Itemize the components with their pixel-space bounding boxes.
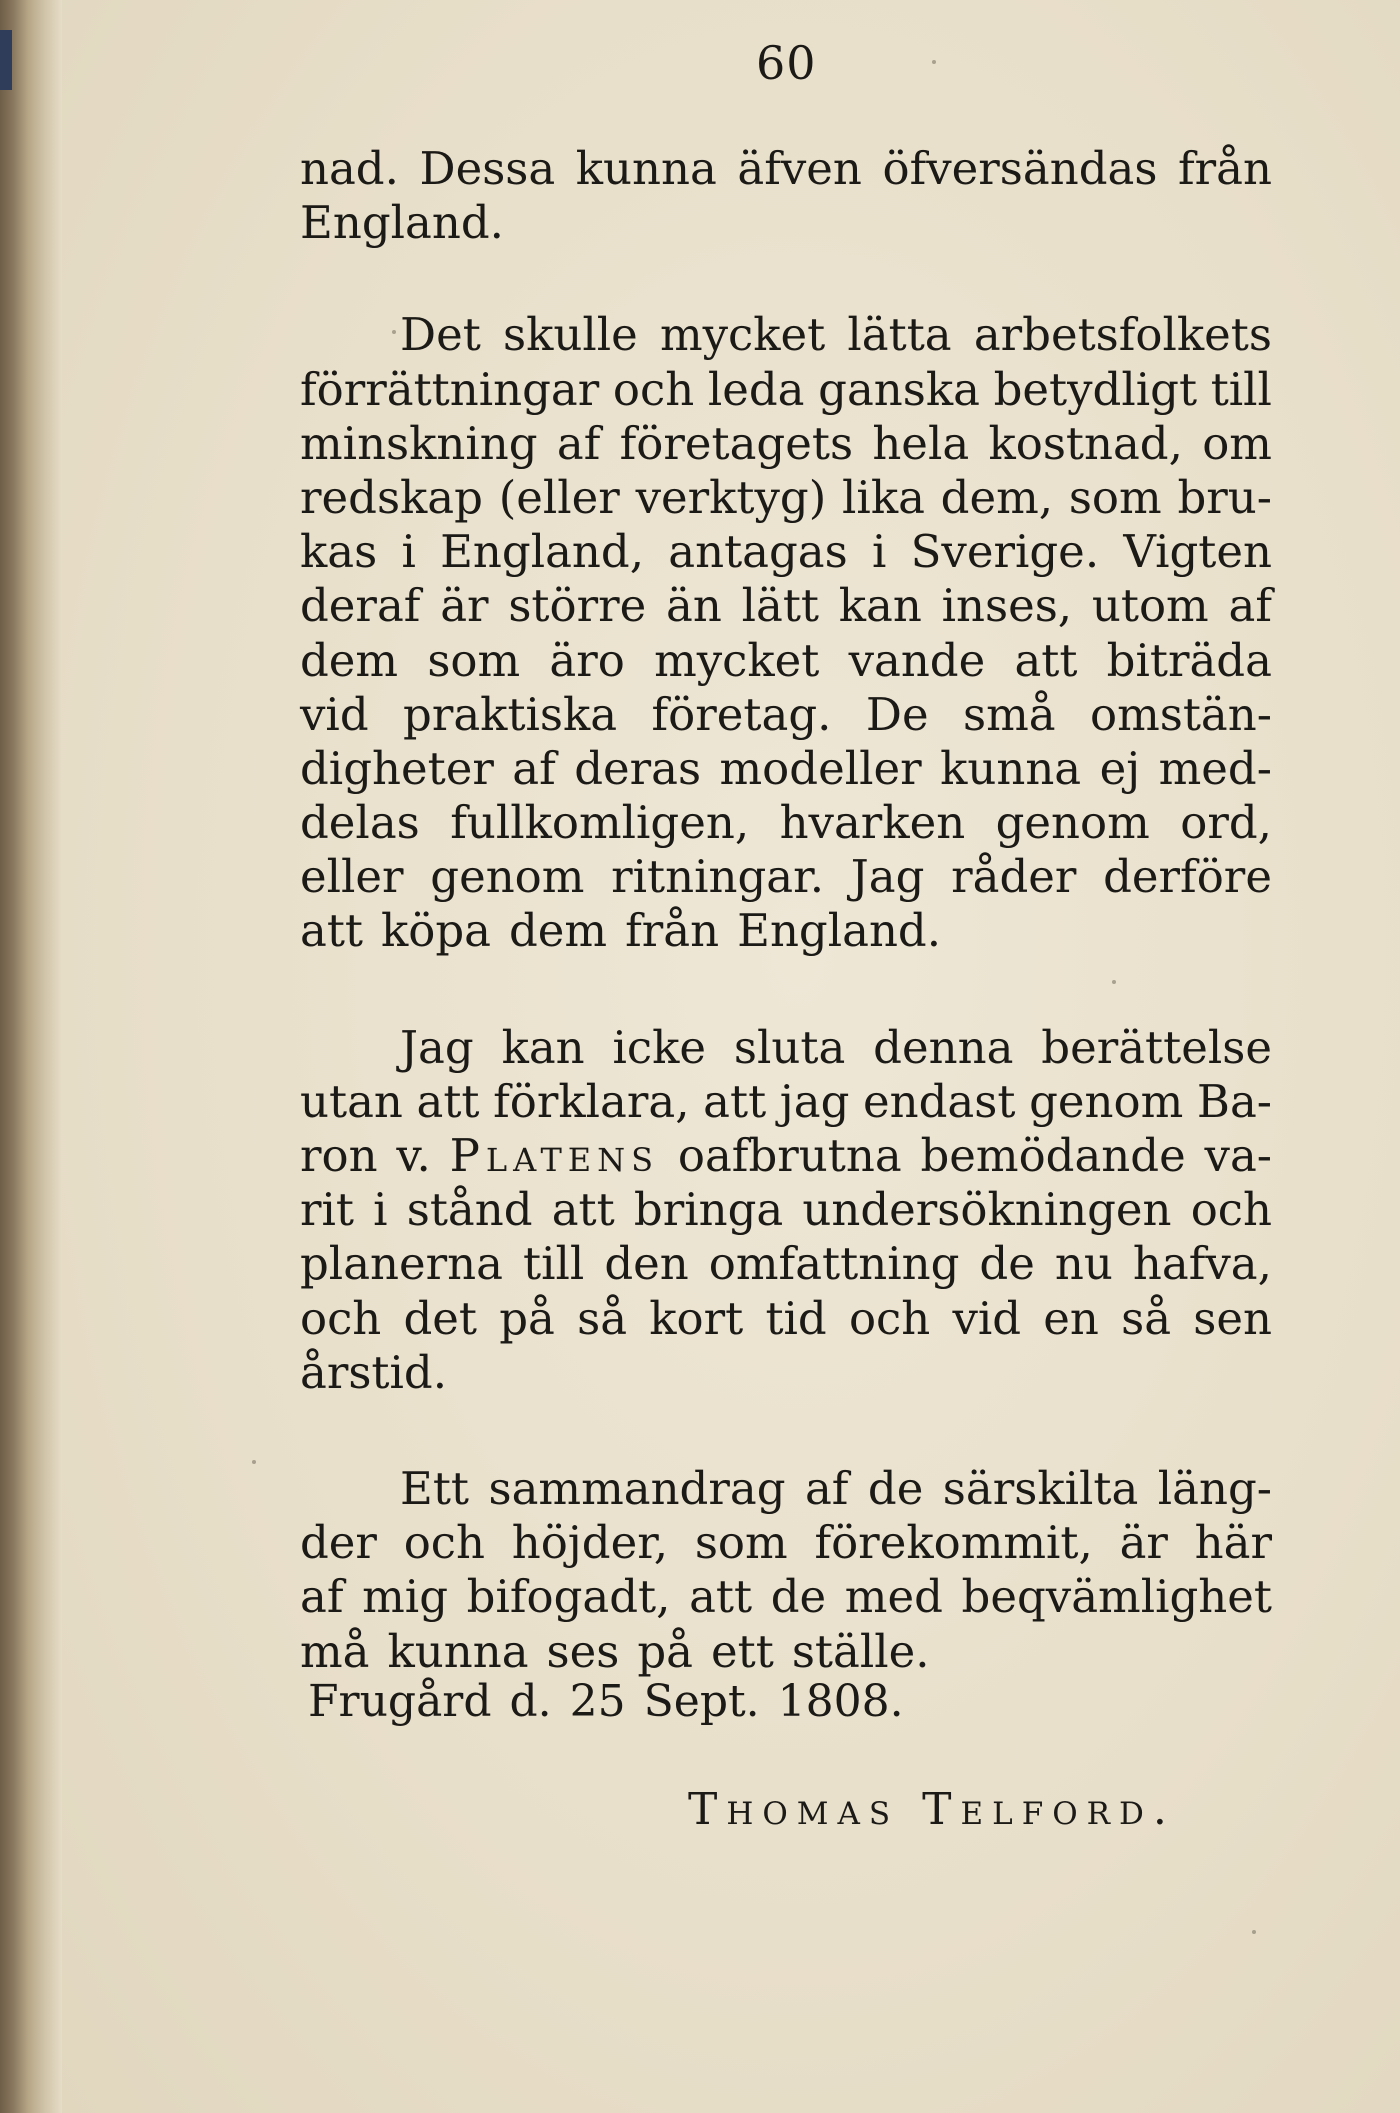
word: berättelse (1041, 1020, 1272, 1074)
text-line (300, 1075, 1272, 1129)
word: fullkomligen, (450, 796, 750, 850)
word: omfattning (708, 1237, 960, 1291)
word: undersökningen (802, 1183, 1172, 1237)
word: af (1228, 579, 1272, 633)
word: Ba- (1196, 1074, 1272, 1128)
word: större (508, 579, 647, 633)
word: köpa (381, 904, 491, 958)
word: kunna (387, 1624, 529, 1678)
word: från (625, 904, 720, 958)
word: sammandrag (488, 1461, 786, 1515)
word: dem, (940, 470, 1054, 524)
word: af (804, 1461, 849, 1515)
text-line (300, 1292, 1272, 1346)
word: deraf (300, 579, 421, 633)
text-line (300, 1129, 1272, 1183)
word: dem (509, 904, 608, 958)
word: praktiska (403, 687, 618, 741)
text-line (300, 796, 1272, 850)
word: Jag (400, 1020, 474, 1074)
word: och (1190, 1183, 1272, 1237)
word: kunna (575, 142, 717, 195)
paragraph (300, 1462, 1272, 1679)
word: som (694, 1516, 788, 1570)
word: minskning (300, 416, 538, 470)
word: lätt (741, 579, 819, 633)
word: delas (300, 796, 420, 850)
word: af (300, 1570, 344, 1624)
word: ord, (1180, 796, 1272, 850)
text-line (300, 142, 1272, 196)
word: ritningar. (611, 850, 825, 904)
word: redskap (300, 470, 483, 524)
word: England, (440, 525, 645, 579)
word: lätta (847, 308, 952, 362)
word: företagets (619, 416, 854, 470)
word: det (403, 1291, 478, 1345)
word: der (300, 1516, 377, 1570)
word: med (844, 1570, 943, 1624)
word: och (612, 362, 695, 416)
word: ses (546, 1624, 620, 1678)
word: från (1178, 142, 1272, 195)
word: de (979, 1237, 1035, 1291)
word: i (401, 525, 416, 579)
word: De (865, 687, 929, 741)
word: på (499, 1291, 555, 1345)
text-line (300, 417, 1272, 471)
word: oafbrutna (677, 1129, 902, 1182)
word: företag. (651, 687, 832, 741)
word: i (871, 525, 887, 579)
book-page-edge (0, 0, 62, 2113)
word: ej (1099, 741, 1141, 795)
word: ställe. (791, 1624, 930, 1678)
word: än (666, 579, 722, 633)
word: vid (300, 687, 369, 741)
word: genom (430, 850, 585, 904)
word: af (556, 416, 601, 470)
word: nad. (300, 142, 399, 195)
word: vid (952, 1291, 1022, 1345)
word: biträda (1106, 633, 1272, 687)
word: och (848, 1291, 931, 1345)
word: utom (1091, 579, 1209, 633)
text-line (300, 1625, 1272, 1679)
text-line (300, 196, 1272, 250)
word: d. (509, 1676, 552, 1727)
paper-speck (1252, 1930, 1256, 1934)
word: v. (396, 1129, 431, 1182)
word: som (427, 633, 521, 687)
word: att (1014, 633, 1078, 687)
word: och (403, 1516, 485, 1570)
word: Dessa (419, 142, 556, 195)
word: kan (501, 1020, 585, 1074)
word: utan (300, 1074, 403, 1128)
text-line (300, 1570, 1272, 1624)
text-line (300, 1183, 1272, 1237)
word: genom (995, 796, 1150, 850)
word: rit (300, 1183, 354, 1237)
word: höjder, (511, 1516, 669, 1570)
word: dem (300, 633, 399, 687)
word: nu (1054, 1237, 1113, 1291)
word: jag (779, 1074, 850, 1128)
word: betydligt (993, 362, 1198, 416)
paragraph (300, 308, 1272, 958)
word: tid (765, 1291, 827, 1345)
word: bemödande (920, 1129, 1186, 1182)
word: inses, (941, 579, 1073, 633)
word: stånd (406, 1183, 533, 1237)
word: hvarken (779, 796, 966, 850)
paragraph (300, 142, 1272, 250)
paper-speck (252, 1460, 256, 1464)
word: och (300, 1291, 382, 1345)
word: mig (362, 1570, 448, 1624)
word: arbetsfolkets (973, 308, 1272, 362)
text-line (300, 308, 1272, 362)
text-line (300, 1237, 1272, 1291)
word: ganska (818, 362, 980, 416)
word: eller (300, 850, 404, 904)
word: hela (872, 416, 970, 470)
word: förklara, (493, 1074, 690, 1128)
word: så (577, 1291, 628, 1345)
text-line (300, 688, 1272, 742)
page-number: 60 (756, 36, 817, 90)
text-line (300, 1021, 1272, 1075)
text-line (300, 1516, 1272, 1570)
word: omstän- (1089, 687, 1272, 741)
word: modeller (719, 741, 922, 795)
word: så (1121, 1291, 1172, 1345)
word: mycket (654, 633, 820, 687)
text-line (300, 579, 1272, 633)
word: sen (1193, 1291, 1272, 1345)
word: den (604, 1237, 689, 1291)
word: genom (1029, 1074, 1184, 1128)
word: deras (574, 741, 702, 795)
word: de (770, 1570, 827, 1624)
word: äfven (737, 142, 862, 195)
word: kunna (940, 741, 1082, 795)
word: sluta (733, 1020, 846, 1074)
word: England. (737, 904, 942, 958)
text-line (300, 363, 1272, 417)
word: verktyg) (635, 470, 827, 524)
text-line (300, 1346, 1272, 1400)
body-text (300, 142, 1272, 1679)
word: särskilta (942, 1461, 1139, 1515)
paper-speck (932, 60, 936, 64)
word: Det (400, 308, 481, 362)
text-line (300, 525, 1272, 579)
word: att (300, 904, 363, 958)
word: att (416, 1074, 480, 1128)
word: 1808. (777, 1676, 904, 1727)
word: antagas (668, 525, 848, 579)
word: må (300, 1624, 370, 1678)
word: digheter (300, 741, 494, 795)
word: Jag (850, 850, 925, 904)
word: läng- (1157, 1461, 1272, 1515)
word: Sverige. (910, 525, 1100, 579)
paragraph (300, 1021, 1272, 1400)
word: att (689, 1570, 753, 1624)
word: skulle (502, 308, 638, 362)
word: om (1202, 416, 1272, 470)
word: (eller (498, 470, 620, 524)
word: leda (707, 362, 805, 416)
word: Vigten (1123, 525, 1272, 579)
word: Frugård (308, 1676, 492, 1727)
word: Sept. (643, 1676, 760, 1727)
word: ett (711, 1624, 774, 1678)
word: bringa (633, 1183, 784, 1237)
word: i (373, 1183, 388, 1237)
word: icke (612, 1020, 707, 1074)
word: som (1068, 470, 1162, 524)
word: England. (300, 196, 504, 250)
word: bifogadt, (466, 1570, 671, 1624)
word: öfversändas (882, 142, 1158, 195)
word: kostnad, (988, 416, 1183, 470)
word: endast (863, 1074, 1016, 1128)
person-name: Platens (449, 1129, 660, 1182)
word: till (523, 1237, 585, 1291)
word: af (512, 741, 556, 795)
signature: Thomas Telford. (688, 1784, 1176, 1835)
word: med- (1158, 741, 1272, 795)
word: råder (951, 850, 1077, 904)
text-line (300, 904, 1272, 958)
binding-mark (0, 30, 12, 90)
word: hafva, (1132, 1237, 1272, 1291)
word: äro (549, 633, 625, 687)
word: förrättningar (300, 362, 600, 416)
word: de (867, 1461, 924, 1515)
text-line (300, 471, 1272, 525)
text-line (300, 850, 1272, 904)
word: beqvämlighet (961, 1570, 1272, 1624)
dateline (308, 1676, 904, 1727)
text-line (300, 742, 1272, 796)
word: kort (649, 1291, 744, 1345)
word: kas (300, 525, 378, 579)
word: va- (1204, 1129, 1272, 1182)
word: till (1210, 362, 1272, 416)
word: att (703, 1074, 767, 1128)
word: ron (300, 1129, 378, 1182)
word: kan (838, 579, 922, 633)
word: små (962, 687, 1056, 741)
text-line (300, 1462, 1272, 1516)
word: planerna (300, 1237, 503, 1291)
word: är (1119, 1516, 1168, 1570)
word: 25 (569, 1676, 626, 1727)
word: mycket (659, 308, 826, 362)
word: förekommit, (814, 1516, 1093, 1570)
word: är (440, 579, 489, 633)
word: att (551, 1183, 615, 1237)
word: bru- (1177, 470, 1272, 524)
word: lika (842, 470, 925, 524)
text-line (300, 634, 1272, 688)
word: derföre (1103, 850, 1272, 904)
word: en (1043, 1291, 1099, 1345)
word: Ett (400, 1461, 470, 1515)
word: på (637, 1624, 694, 1678)
word: vande (848, 633, 986, 687)
word: denna (873, 1020, 1014, 1074)
word: här (1194, 1516, 1272, 1570)
word: årstid. (300, 1345, 448, 1399)
